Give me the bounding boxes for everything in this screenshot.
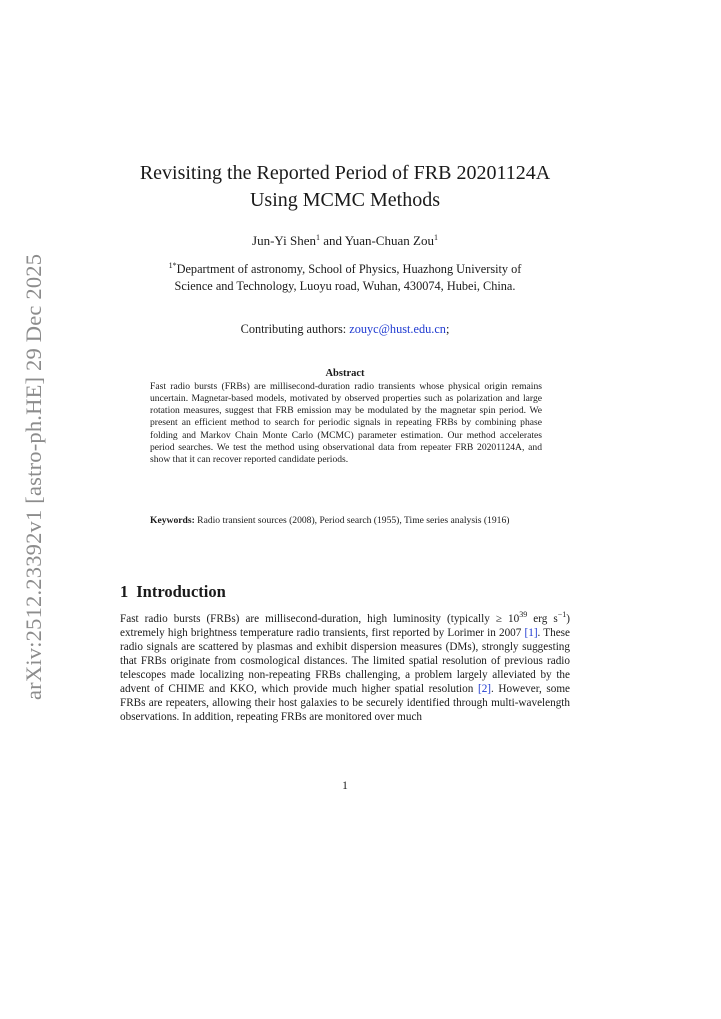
intro-text: erg s	[527, 613, 558, 625]
section-title: Introduction	[136, 582, 226, 601]
citation-link[interactable]: [2]	[477, 682, 492, 695]
exponent: 39	[519, 610, 528, 619]
section-heading-introduction	[120, 582, 226, 602]
affiliation-mark: 1*	[168, 261, 177, 270]
contributing-authors	[100, 321, 590, 338]
author-connector: and	[319, 233, 345, 248]
abstract-text: Fast radio bursts (FRBs) are millisecond-duration radio transients whose physical origin remains uncertain. Magnetar-based models, motivated by observed properties such as polarization and large rotation measures, suggest that FRB emission may be modulated by the magnetar spin period. We present an efficient method to search for periodic signals in repeating FRBs by combining phase folding and Markov Chain Monte Carlo (MCMC) parameter estimation. Our method accelerates period searches. We test the method using observational data from repeater FRB 20201124A, and show that it can recover reported candidate periods.	[150, 381, 542, 465]
contributing-suffix: ;	[445, 322, 450, 336]
author-list	[100, 232, 590, 250]
email-link[interactable]: zouyc@hust.edu.cn	[349, 322, 446, 336]
paper-title	[100, 160, 590, 214]
arxiv-identifier-stamp: arXiv:2512.23392v1 [astro-ph.HE] 29 Dec 2025	[21, 253, 46, 700]
exponent: −1	[557, 610, 567, 619]
abstract-heading: Abstract	[325, 368, 365, 379]
introduction-paragraph	[120, 610, 570, 725]
page-number: 1	[342, 780, 348, 792]
keywords	[150, 515, 542, 527]
title-line-2: Using MCMC Methods	[249, 189, 441, 211]
intro-text: Fast radio bursts (FRBs) are millisecond-duration, high luminosity (typically ≥ 10	[120, 613, 520, 625]
intro-text: . These radio signals are scattered by plasmas and exhibit dispersion measures (DMs), strongly suggesting that FRBs originate from cosmological distances. The limited spatial resolution of previous radio telescopes made localizing non-repeating FRBs challenging, a problem largely alleviated by the advent of CHIME and KKO, which provide much higher spatial resolution	[120, 626, 570, 695]
affiliation-line-2: Science and Technology, Luoyu road, Wuhan, 430074, Hubei, China.	[174, 279, 516, 293]
citation-link[interactable]: [1]	[524, 626, 538, 639]
author-name: Yuan-Chuan Zou	[344, 233, 434, 248]
intro-text: ) extremely high brightness temperature radio transients, first reported by Lorimer in 2007	[120, 613, 570, 639]
section-number: 1	[120, 582, 129, 601]
affiliation-line-1: Department of astronomy, School of Physics, Huazhong University of	[176, 262, 522, 276]
keywords-label: Keywords:	[150, 515, 195, 526]
contributing-label: Contributing authors:	[240, 322, 350, 336]
keywords-text: Radio transient sources (2008), Period search (1955), Time series analysis (1916)	[194, 515, 510, 526]
affiliation	[110, 261, 580, 295]
intro-text: . However, some FRBs are repeaters, allowing their host galaxies to be securely identified through multi-wavelength observations. In addition, repeating FRBs are monitored over much	[120, 682, 570, 723]
affiliation-mark: 1	[433, 233, 438, 242]
author-name: Jun-Yi Shen	[252, 233, 316, 248]
affiliation-mark: 1	[315, 233, 320, 242]
title-line-1: Revisiting the Reported Period of FRB 20201124A	[139, 162, 551, 184]
